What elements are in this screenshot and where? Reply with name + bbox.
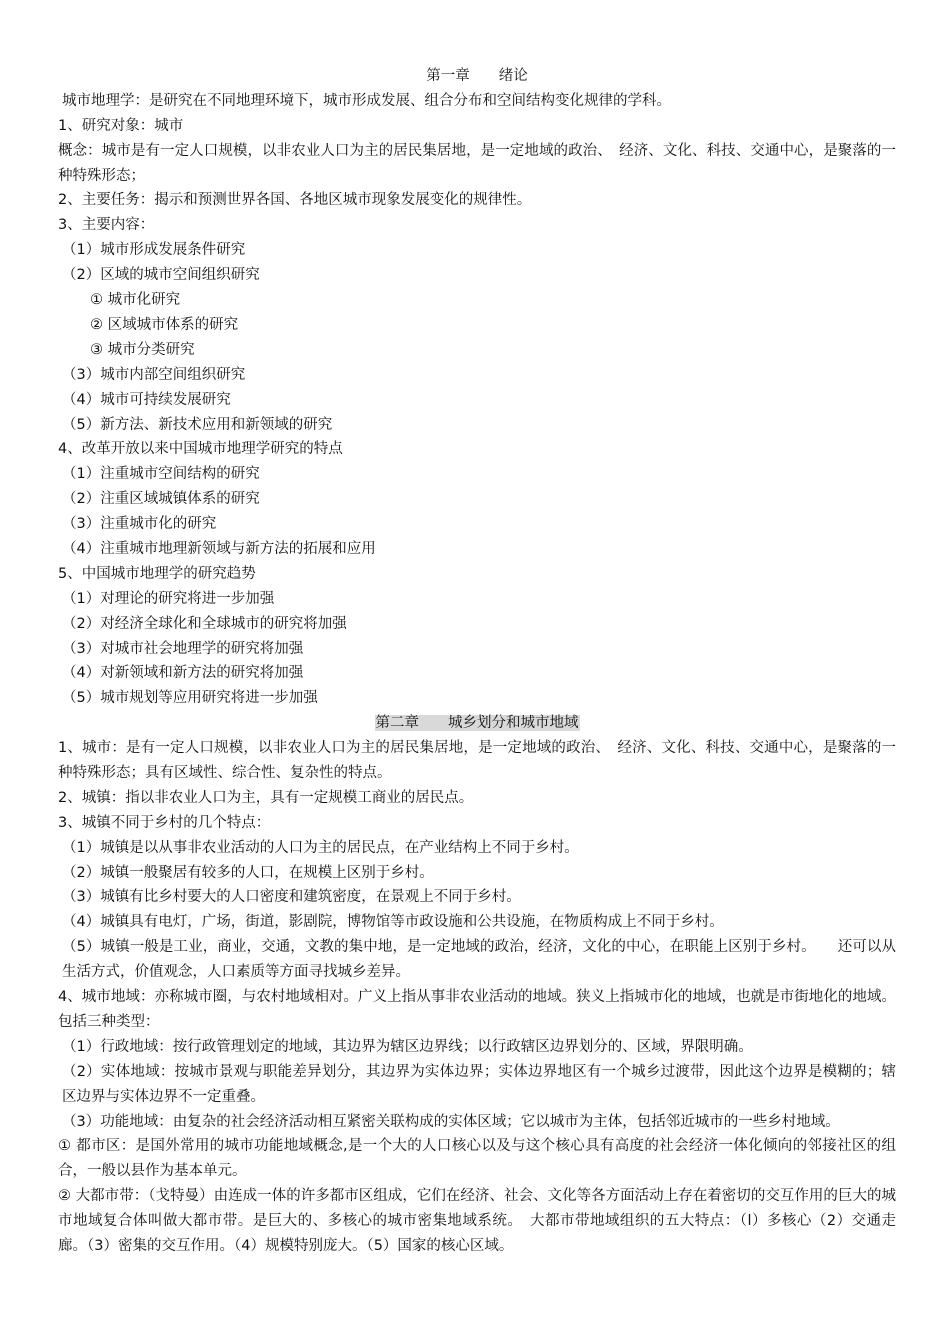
list-item: （4）城市可持续发展研究 (62, 391, 231, 408)
sub-list-item: ② 区域城市体系的研究 (90, 316, 239, 333)
list-item-paragraph: （2）实体地域：按城市景观与职能差异划分，其边界为实体边界；实体边界地区有一个城乡过渡带，因此这个边界是模糊的；辖区边界与实体边界不一定重叠。 (62, 1063, 896, 1105)
list-item: （4）城镇具有电灯，广场，街道，影剧院，博物馆等市政设施和公共设施，在物质构成上不同于乡村。 (62, 914, 724, 931)
list-item: （1）城市形成发展条件研究 (62, 242, 246, 259)
list-item: （4）注重城市地理新领域与新方法的拓展和应用 (62, 540, 376, 557)
concept-paragraph: 概念：城市是有一定人口规模，以非农业人口为主的居民集居地，是一定地域的政治、 经济、文化、科技、交通中心，是聚落的一种特殊形态； (58, 142, 896, 184)
list-item: （2）城镇一般聚居有较多的人口，在规模上区别于乡村。 (62, 864, 434, 881)
research-object: 1、研究对象：城市 (58, 117, 184, 134)
chapter2-title-text: 第二章 城乡划分和城市地域 (375, 715, 579, 732)
chapter1-intro: 城市地理学：是研究在不同地理环境下，城市形成发展、组合分布和空间结构变化规律的学科。 (62, 92, 671, 109)
megalopolis-paragraph: ② 大都市带：（戈特曼）由连成一体的许多都市区组成，它们在经济、社会、文化等各方面活动上存在着密切的交互作用的巨大的城市地域复合体叫做大都市带。是巨大的、多核心的城市密集地域系统。 大都市带地域组织的五大特点：（l）多核心（2）交通走廊。（3）密集的交互作用。（4）规模特别庞大。（5）国家的核心区域。 (58, 1188, 896, 1255)
main-task: 2、主要任务：揭示和预测世界各国、各地区城市现象发展变化的规律性。 (58, 192, 532, 209)
document-page (58, 64, 896, 1259)
list-item: （1）行政地域：按行政管理划定的地域，其边界为辖区边界线；以行政辖区边界划分的、区域，界限明确。 (62, 1038, 753, 1055)
chapter1-title-text: 第一章 绪论 (426, 68, 528, 84)
list-item: （2）区域的城市空间组织研究 (62, 267, 260, 284)
list-item: （5）新方法、新技术应用和新领域的研究 (62, 416, 333, 433)
sub-list-item: ① 城市化研究 (90, 292, 181, 309)
list-item: （1）城镇是以从事非农业活动的人口为主的居民点，在产业结构上不同于乡村。 (62, 839, 579, 856)
list-item: （4）对新领域和新方法的研究将加强 (62, 665, 304, 682)
list-item-paragraph: （5）城镇一般是工业，商业，交通，文教的集中地，是一定地域的政治，经济，文化的中心，在职能上区别于乡村。 还可以从生活方式，价值观念，人口素质等方面寻找城乡差异。 (62, 939, 896, 981)
chapter1-title (58, 64, 896, 89)
list-item: （5）城市规划等应用研究将进一步加强 (62, 690, 318, 707)
list-item: （1）注重城市空间结构的研究 (62, 466, 260, 483)
metropolitan-area-paragraph: ① 都市区：是国外常用的城市功能地域概念,是一个大的人口核心以及与这个核心具有高度的社会经济一体化倾向的邻接社区的组合，一般以县作为基本单元。 (58, 1138, 896, 1180)
chapter2-title (58, 711, 896, 736)
list-item: （3）注重城市化的研究 (62, 516, 217, 533)
sub-list-item: ③ 城市分类研究 (90, 341, 195, 358)
list-item: （3）城镇有比乡村要大的人口密度和建筑密度，在景观上不同于乡村。 (62, 889, 521, 906)
urban-area-paragraph: 4、城市地域：亦称城市圈，与农村地域相对。广义上指从事非农业活动的地域。狭义上指城市化的地域，也就是市街地化的地域。包括三种类型： (58, 989, 896, 1030)
trends-heading: 5、中国城市地理学的研究趋势 (58, 565, 256, 582)
town-definition: 2、城镇：指以非农业人口为主，具有一定规模工商业的居民点。 (58, 789, 474, 806)
list-item: （2）注重区域城镇体系的研究 (62, 491, 260, 508)
list-item: （2）对经济全球化和全球城市的研究将加强 (62, 615, 347, 632)
list-item: （3）城市内部空间组织研究 (62, 366, 246, 383)
list-item: （3）对城市社会地理学的研究将加强 (62, 640, 304, 657)
town-features-heading: 3、城镇不同于乡村的几个特点： (58, 814, 271, 831)
main-content-heading: 3、主要内容： (58, 217, 155, 234)
features-heading: 4、改革开放以来中国城市地理学研究的特点 (58, 441, 343, 458)
list-item: （1）对理论的研究将进一步加强 (62, 590, 275, 607)
list-item-paragraph: （3）功能地域：由复杂的社会经济活动相互紧密关联构成的实体区域；它以城市为主体，包括邻近城市的一些乡村地域。 (62, 1113, 840, 1130)
city-definition: 1、城市：是有一定人口规模，以非农业人口为主的居民集居地，是一定地域的政治、 经济、文化、科技、交通中心，是聚落的一种特殊形态；具有区域性、综合性、复杂性的特点。 (58, 740, 896, 781)
